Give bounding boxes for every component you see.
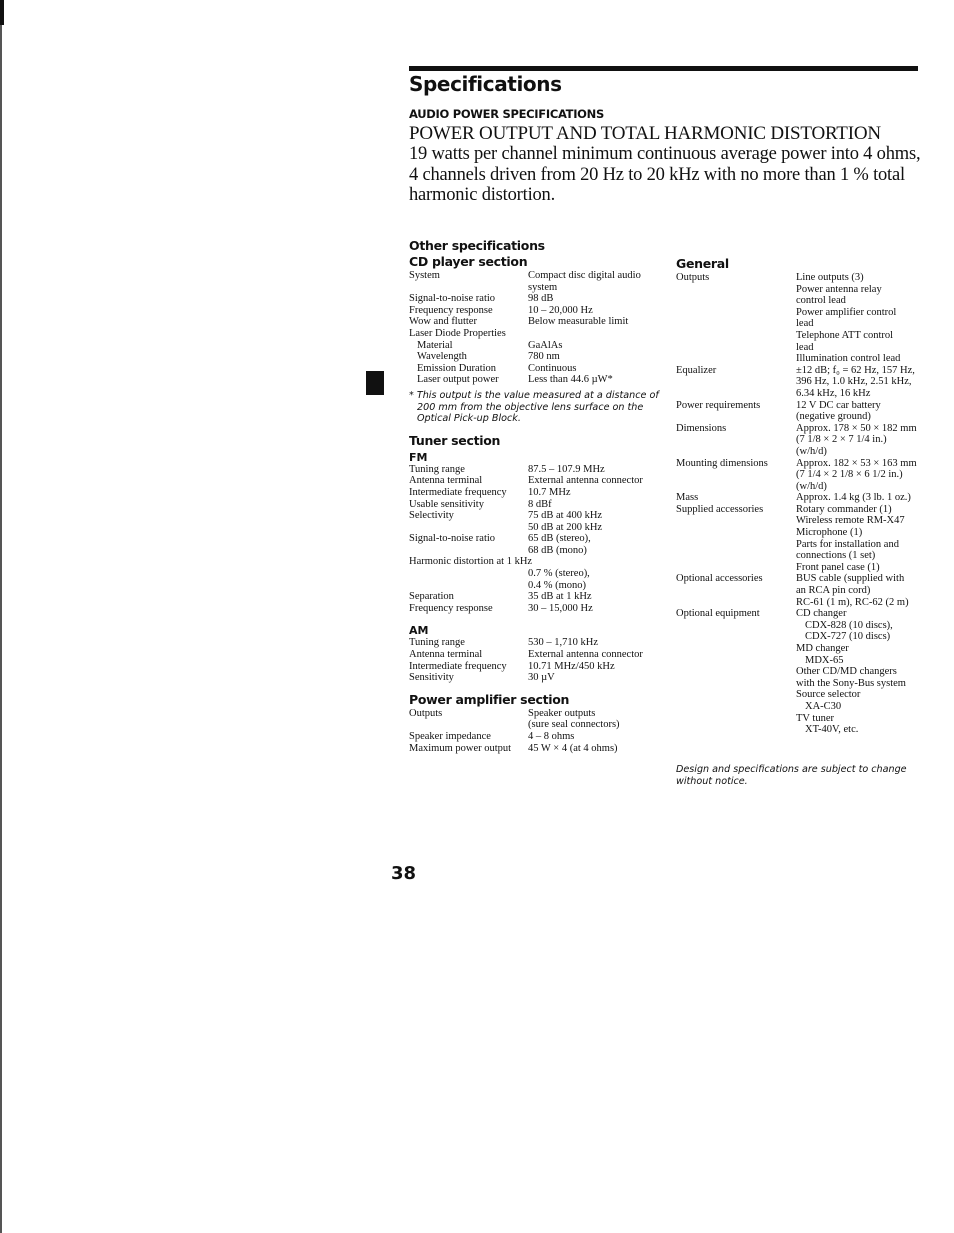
spec-value — [528, 591, 659, 603]
spec-value-line: an RCA pin cord) — [796, 585, 871, 597]
audio-power-subtitle: AUDIO POWER SPECIFICATIONS — [409, 107, 604, 121]
spec-row — [409, 316, 659, 328]
spec-value-line: lead — [796, 318, 814, 330]
spec-row — [409, 293, 659, 305]
spec-value-line: 45 W × 4 (at 4 ohms) — [528, 742, 618, 754]
spec-value — [528, 374, 659, 386]
spec-label — [409, 568, 528, 591]
spec-value-line: Wireless remote RM-X47 — [796, 515, 905, 527]
spec-value-line: 75 dB at 400 kHz — [528, 510, 603, 522]
spec-label: Optional equipment — [676, 608, 760, 620]
spec-value — [796, 423, 926, 458]
spec-value-line: Power antenna relay — [796, 283, 882, 295]
spec-value-line: 98 dB — [528, 293, 554, 305]
header-rule — [409, 66, 918, 71]
spec-value — [528, 316, 659, 328]
spec-value — [528, 363, 659, 375]
spec-row — [409, 743, 659, 755]
spec-label: Supplied accessories — [676, 503, 764, 515]
spec-value-line: Continuous — [528, 362, 577, 374]
spec-value — [528, 661, 659, 673]
spec-label: Intermediate frequency — [409, 486, 507, 498]
spec-value-line: 396 Hz, 1.0 kHz, 2.51 kHz, — [796, 376, 912, 388]
spec-value-line: RC-61 (1 m), RC-62 (2 m) — [796, 596, 909, 608]
spec-label: Separation — [409, 591, 454, 603]
spec-value-line: ±12 dB; f₀ = 62 Hz, 157 Hz, — [796, 364, 915, 376]
spec-value — [796, 458, 926, 493]
spec-label: Laser output power — [417, 374, 499, 386]
spec-value-line: Speaker outputs — [528, 707, 596, 719]
spec-value-line: 65 dB (stereo), — [528, 533, 591, 545]
spec-value-line: Telephone ATT control — [796, 329, 894, 341]
spec-value-line: GaAlAs — [528, 339, 563, 351]
spec-label: Signal-to-noise ratio — [409, 533, 496, 545]
spec-row — [676, 458, 926, 493]
spec-row — [409, 305, 659, 317]
spec-label: Wavelength — [417, 351, 467, 363]
spec-row — [676, 365, 926, 400]
spec-value-line: control lead — [796, 295, 846, 307]
spec-value-line: (w/h/d) — [796, 445, 827, 457]
spec-row — [676, 608, 926, 736]
change-notice: Design and specifications are subject to change without notice. — [676, 764, 907, 787]
spec-row — [409, 649, 659, 661]
spec-label: Power requirements — [676, 399, 761, 411]
spec-value — [528, 270, 659, 293]
section-tab-marker — [366, 371, 384, 395]
page-number: 38 — [391, 863, 417, 884]
spec-value-line: 10 – 20,000 Hz — [528, 304, 593, 316]
spec-value-line: 0.7 % (stereo), — [528, 568, 590, 580]
am-label: AM — [409, 624, 429, 638]
spec-value-line: 6.34 kHz, 16 kHz — [796, 387, 871, 399]
spec-label: Speaker impedance — [409, 731, 491, 742]
spec-label: Frequency response — [409, 304, 493, 316]
page-scan-edge — [0, 0, 2, 1233]
spec-value — [796, 504, 926, 574]
spec-value-line: Approx. 178 × 50 × 182 mm — [796, 422, 917, 434]
spec-value — [796, 272, 926, 365]
spec-value-line: 50 dB at 200 kHz — [528, 521, 603, 533]
spec-row — [676, 423, 926, 458]
spec-value-line: External antenna connector — [528, 649, 643, 661]
spec-value-line: (sure seal connectors) — [528, 719, 620, 731]
spec-value-line: lead — [796, 341, 814, 353]
spec-value-line: CDX-828 (10 discs), — [805, 619, 893, 631]
spec-label: Outputs — [676, 272, 710, 283]
spec-value-line: 68 dB (mono) — [528, 544, 587, 556]
spec-label: Laser Diode Properties — [409, 327, 506, 339]
spec-row — [409, 464, 659, 476]
spec-value-line: 780 nm — [528, 351, 560, 363]
spec-label: Intermediate frequency — [409, 660, 507, 672]
spec-value-line: Other CD/MD changers — [796, 666, 897, 678]
spec-label: Signal-to-noise ratio — [409, 293, 496, 305]
spec-value-line: 530 – 1,710 kHz — [528, 637, 598, 649]
spec-value — [796, 492, 926, 504]
general-spec-list — [676, 272, 926, 736]
spec-value-line: 12 V DC car battery — [796, 399, 881, 411]
spec-row — [676, 400, 926, 423]
spec-row — [409, 351, 659, 363]
spec-label: Material — [417, 339, 453, 351]
spec-value-line: MDX-65 — [805, 654, 844, 666]
fm-label: FM — [409, 450, 428, 464]
spec-row — [409, 340, 659, 352]
spec-label: Harmonic distortion at 1 kHz — [409, 556, 533, 568]
spec-value — [528, 731, 659, 743]
cd-section-title: CD player section — [409, 254, 528, 269]
spec-value-line: Microphone (1) — [796, 527, 863, 539]
spec-value — [528, 603, 659, 615]
spec-value — [528, 351, 659, 363]
spec-row — [409, 603, 659, 615]
spec-value — [796, 400, 926, 423]
spec-value — [528, 510, 659, 533]
spec-row — [409, 510, 659, 533]
spec-row — [676, 573, 926, 608]
spec-row — [409, 568, 659, 591]
spec-label: System — [409, 270, 440, 281]
spec-label: Maximum power output — [409, 742, 512, 754]
spec-value-line: 8 dBf — [528, 498, 552, 510]
spec-row — [409, 591, 659, 603]
spec-value-line: Front panel case (1) — [796, 561, 880, 573]
spec-value-line: Source selector — [796, 689, 861, 701]
spec-value — [528, 568, 659, 591]
spec-value-line: Rotary commander (1) — [796, 503, 892, 515]
spec-value — [528, 499, 659, 511]
spec-value-line: 35 dB at 1 kHz — [528, 591, 592, 603]
spec-value-line: (w/h/d) — [796, 480, 827, 492]
spec-value-line: (7 1/8 × 2 × 7 1/4 in.) — [796, 434, 887, 446]
page-title: Specifications — [409, 72, 562, 96]
spec-value — [528, 340, 659, 352]
spec-value-line: Approx. 1.4 kg (3 lb. 1 oz.) — [796, 492, 911, 504]
spec-row — [409, 270, 659, 293]
spec-row — [409, 487, 659, 499]
spec-value-line: 10.7 MHz — [528, 486, 571, 498]
spec-value-line: Below measurable limit — [528, 316, 629, 328]
spec-label: Sensitivity — [409, 672, 454, 684]
tuner-section-title: Tuner section — [409, 432, 501, 448]
spec-value-line: (negative ground) — [796, 411, 871, 423]
spec-row — [676, 272, 926, 365]
spec-value — [528, 649, 659, 661]
fm-spec-list — [409, 464, 659, 615]
spec-value-line: XA-C30 — [805, 700, 842, 712]
spec-row — [409, 499, 659, 511]
audio-power-heading: POWER OUTPUT AND TOTAL HARMONIC DISTORTION — [409, 123, 881, 144]
spec-value-line: 87.5 – 107.9 MHz — [528, 463, 605, 475]
spec-label: Tuning range — [409, 463, 465, 475]
spec-label: Wow and flutter — [409, 316, 477, 328]
spec-label: Selectivity — [409, 510, 454, 522]
spec-row — [409, 637, 659, 649]
spec-row — [409, 556, 659, 568]
spec-value — [528, 708, 659, 731]
spec-value-line: 30 – 15,000 Hz — [528, 602, 593, 614]
audio-power-body: 19 watts per channel minimum continuous average power into 4 ohms, 4 channels driven from 20 Hz to 20 kHz with no more than 1 % total harmonic distortion. — [409, 144, 921, 205]
spec-value-line: XT-40V, etc. — [805, 724, 859, 736]
spec-value-line: 0.4 % (mono) — [528, 579, 587, 591]
spec-value-line: Less than 44.6 µW* — [528, 374, 613, 386]
spec-label: Emission Duration — [417, 362, 497, 374]
spec-row — [409, 374, 659, 386]
spec-value-line: MD changer — [796, 643, 849, 654]
spec-value — [528, 293, 659, 305]
spec-value — [528, 743, 659, 755]
spec-row — [676, 492, 926, 504]
spec-label: Antenna terminal — [409, 475, 483, 487]
spec-label: Outputs — [409, 707, 443, 719]
spec-value-line: TV tuner — [796, 712, 835, 724]
spec-value — [532, 556, 659, 568]
spec-value — [506, 328, 659, 340]
spec-row — [409, 363, 659, 375]
spec-value-line: BUS cable (supplied with — [796, 573, 905, 585]
spec-row — [409, 328, 659, 340]
right-column — [676, 256, 926, 736]
spec-label: Dimensions — [676, 422, 727, 434]
spec-value — [528, 475, 659, 487]
left-column — [409, 238, 659, 754]
spec-value-line: 30 µV — [528, 672, 555, 684]
spec-row — [409, 672, 659, 684]
spec-value-line: Power amplifier control — [796, 306, 897, 318]
spec-value-line: Compact disc digital audio — [528, 270, 641, 281]
other-specifications-title: Other specifications — [409, 238, 545, 253]
spec-value — [528, 464, 659, 476]
spec-value-line: with the Sony-Bus system — [796, 677, 906, 689]
spec-value-line: system — [528, 281, 558, 293]
spec-row — [409, 708, 659, 731]
spec-row — [409, 731, 659, 743]
spec-value-line: Parts for installation and — [796, 538, 899, 550]
spec-label: Usable sensitivity — [409, 498, 484, 510]
spec-value-line: Illumination control lead — [796, 353, 901, 365]
spec-label: Tuning range — [409, 637, 465, 649]
spec-value — [528, 637, 659, 649]
spec-value-line: CDX-727 (10 discs) — [805, 631, 891, 643]
spec-label: Equalizer — [676, 364, 717, 376]
am-spec-list — [409, 637, 659, 683]
amp-spec-list — [409, 708, 659, 754]
spec-value-line: CD changer — [796, 608, 847, 620]
spec-row — [409, 475, 659, 487]
spec-value-line: External antenna connector — [528, 475, 643, 487]
spec-value — [528, 487, 659, 499]
spec-value-line: Approx. 182 × 53 × 163 mm — [796, 457, 917, 469]
spec-value-line: Line outputs (3) — [796, 272, 864, 283]
spec-row — [676, 504, 926, 574]
spec-value — [528, 305, 659, 317]
spec-value-line: connections (1 set) — [796, 550, 876, 562]
amp-section-title: Power amplifier section — [409, 691, 570, 707]
spec-row — [409, 533, 659, 556]
spec-value — [796, 573, 926, 608]
spec-value-line: (7 1/4 × 2 1/8 × 6 1/2 in.) — [796, 469, 903, 481]
spec-value-line: 10.71 MHz/450 kHz — [528, 660, 615, 672]
spec-label: Mounting dimensions — [676, 457, 768, 469]
spec-label: Frequency response — [409, 602, 493, 614]
spec-label: Antenna terminal — [409, 649, 483, 661]
spec-label: Optional accessories — [676, 573, 763, 585]
spec-value — [528, 533, 659, 556]
cd-spec-list — [409, 270, 659, 386]
spec-label: Mass — [676, 492, 699, 504]
page-scan-edge-top — [0, 0, 4, 25]
spec-row — [409, 661, 659, 673]
general-section-title: General — [676, 256, 729, 271]
spec-value — [796, 365, 926, 400]
spec-value-line: 4 – 8 ohms — [528, 731, 575, 742]
laser-footnote: * This output is the value measured at a distance of 200 mm from the objective lens surface on the Optical Pick-up Block. — [409, 389, 659, 425]
spec-value — [796, 608, 926, 736]
spec-value — [528, 672, 659, 684]
